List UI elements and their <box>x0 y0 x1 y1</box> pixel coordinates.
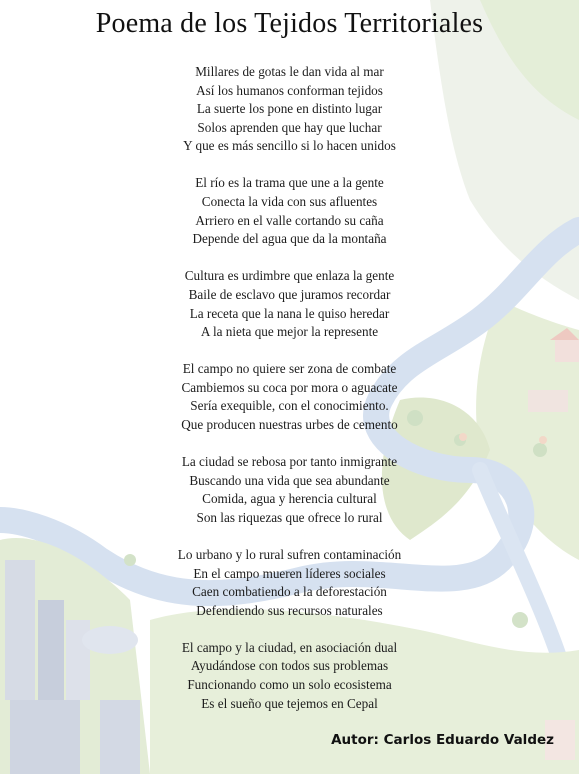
poem-line: El campo y la ciudad, en asociación dual <box>181 639 398 655</box>
poem-line: Ayudándose con todos sus problemas <box>190 658 389 674</box>
poem-line: La suerte los pone en distinto lugar <box>196 101 383 117</box>
poem-line: Cambiemos su coca por mora o aguacate <box>181 379 398 395</box>
stanza-7 <box>0 639 579 713</box>
poem-line: Lo urbano y lo rural sufren contaminación <box>177 546 402 562</box>
poem-line: Y que es más sencillo si lo hacen unidos <box>183 138 396 154</box>
poem-line: Conecta la vida con sus afluentes <box>201 194 378 210</box>
author-credit: Autor: Carlos Eduardo Valdez <box>331 732 554 748</box>
poem-line: Defendiendo sus recursos naturales <box>196 602 383 618</box>
poem-line: Funcionando como un solo ecosistema <box>187 677 392 693</box>
poem-line: La ciudad se rebosa por tanto inmigrante <box>181 454 398 470</box>
poem-title: Poema de los Tejidos Territoriales <box>95 8 484 39</box>
poem-line: En el campo mueren líderes sociales <box>193 565 386 581</box>
stanza-2 <box>0 174 579 248</box>
poem-line: Caen combatiendo a la deforestación <box>192 584 387 600</box>
stanza-6 <box>0 546 579 620</box>
poem-line: Es el sueño que tejemos en Cepal <box>201 695 378 711</box>
poem-line: El campo no quiere ser zona de combate <box>182 361 397 377</box>
poem-line: Comida, agua y herencia cultural <box>202 491 377 507</box>
poem-line: A la nieta que mejor la represente <box>200 324 379 340</box>
poem-line: Cultura es urdimbre que enlaza la gente <box>184 268 395 284</box>
stanza-1 <box>0 63 579 156</box>
poem-line: La receta que la nana le quiso heredar <box>189 305 390 321</box>
poem-line: Solos aprenden que hay que luchar <box>197 119 382 135</box>
poem-line: Que producen nuestras urbes de cemento <box>181 417 398 432</box>
poem-body <box>0 63 579 732</box>
poem-line: Arriero en el valle cortando su caña <box>195 212 384 228</box>
poem-line: Millares de gotas le dan vida al mar <box>195 64 384 79</box>
poem-line: Buscando una vida que sea abundante <box>189 472 390 488</box>
stanza-3 <box>0 267 579 341</box>
poem-line: Así los humanos conforman tejidos <box>196 82 383 98</box>
poem-line: Sería exequible, con el conocimiento. <box>190 398 389 414</box>
poem-line: Depende del agua que da la montaña <box>192 231 387 247</box>
poem-line: Baile de esclavo que juramos recordar <box>188 286 391 302</box>
poem-line: El río es la trama que une a la gente <box>195 175 384 191</box>
poem-line: Son las riquezas que ofrece lo rural <box>196 509 383 525</box>
stanza-4 <box>0 360 579 434</box>
stanza-5 <box>0 453 579 527</box>
